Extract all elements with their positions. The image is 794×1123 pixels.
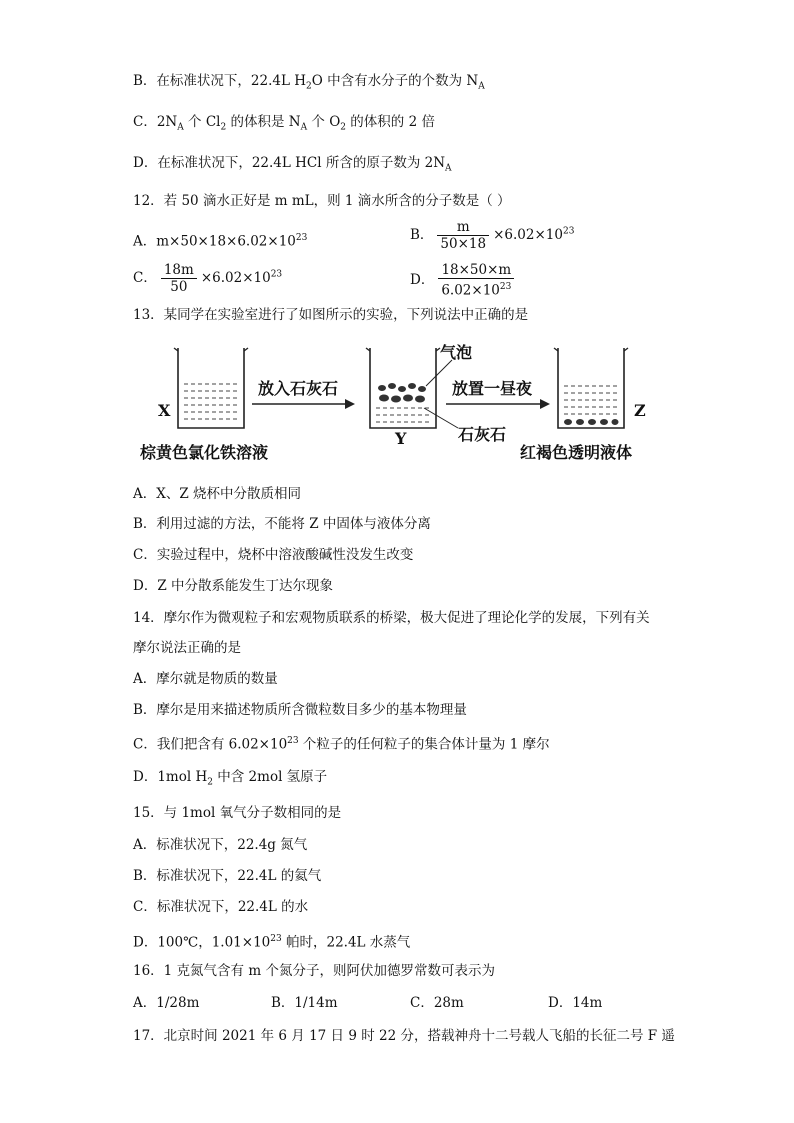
- q11-b-text-2: O 中含有水分子的个数为 N: [311, 73, 479, 89]
- q11-c-sub-3: A: [300, 122, 308, 133]
- bubble-label: 气泡: [440, 343, 473, 362]
- q14-c-text-2: 个粒子的任何粒子的集合体计量为 1 摩尔: [298, 736, 550, 753]
- q12-c-tail: ×6.02×10: [200, 270, 271, 286]
- label-z: Z: [634, 401, 646, 420]
- q12-option-c: [133, 262, 282, 295]
- q12-c-sup: 23: [270, 269, 283, 280]
- q14-stem-line-1: 14．摩尔作为微观粒子和宏观物质联系的桥梁，极大促进了理论化学的发展，下列有关: [133, 610, 650, 626]
- q11-option-b: [133, 71, 485, 97]
- stone-pointer: [424, 408, 458, 428]
- q12-b-denominator: 50×18: [440, 236, 487, 252]
- q12-c-label: C．: [133, 270, 157, 286]
- q13-option-b: B．利用过滤的方法，不能将 Z 中固体与液体分离: [133, 516, 431, 532]
- q17-stem: 17．北京时间 2021 年 6 月 17 日 9 时 22 分，搭载神舟十二号载人飞船的长征二号 F 遥: [133, 1028, 675, 1044]
- q13-stem: 13．某同学在实验室进行了如图所示的实验，下列说法中正确的是: [133, 307, 529, 323]
- caption-right: 红褐色透明液体: [520, 443, 633, 462]
- q13-option-a: A．X、Z 烧杯中分散质相同: [133, 486, 302, 502]
- q14-c-sup: 23: [287, 736, 299, 746]
- q16-option-b: B．1/14m: [271, 995, 338, 1011]
- q12-option-a: [133, 228, 307, 252]
- q11-b-sub: 2: [306, 81, 312, 92]
- q12-b-label: B．: [410, 227, 434, 243]
- q14-c-text-1: C．我们把含有 6.02×10: [133, 736, 288, 753]
- q12-a-text: A．m×50×18×6.02×10: [133, 233, 296, 250]
- beaker-z: [554, 348, 628, 428]
- q11-b-sub-2: A: [478, 81, 485, 92]
- q12-d-fraction: [438, 262, 514, 299]
- q15-d-sup: 23: [270, 934, 282, 944]
- q11-c-text-2: 个 Cl: [183, 114, 221, 130]
- q15-d-text-1: D．100℃，1.01×10: [133, 934, 271, 951]
- q15-d-text-2: 帕时，22.4L 水蒸气: [281, 934, 411, 951]
- beaker-y: [366, 348, 440, 428]
- q12-d-den-text: 6.02×10: [441, 282, 500, 299]
- bubble-pointer: [426, 360, 452, 386]
- q13-option-c: C．实验过程中，烧杯中溶液酸碱性没发生改变: [133, 547, 414, 563]
- q11-c-text-1: C．2N: [133, 114, 178, 130]
- q14-option-c: [133, 731, 550, 755]
- q11-c-sub-1: A: [177, 122, 184, 133]
- q12-b-numerator: m: [437, 219, 489, 236]
- q12-stem: 12．若 50 滴水正好是 m mL，则 1 滴水所含的分子数是（ ）: [133, 193, 511, 209]
- caption-left: 棕黄色氯化铁溶液: [140, 443, 269, 462]
- q15-option-a: A．标准状况下，22.4g 氮气: [133, 837, 308, 853]
- q11-b-text-1: B．在标准状况下，22.4L H: [133, 73, 307, 89]
- arrow-1-head: [345, 399, 355, 409]
- q12-option-d: [410, 262, 518, 299]
- q16-option-a: A．1/28m: [133, 995, 200, 1011]
- q11-d-text: D．在标准状况下，22.4L HCl 所含的原子数为 2N: [133, 155, 446, 171]
- q16-stem: 16．1 克氮气含有 m 个氮分子，则阿伏加德罗常数可表示为: [133, 963, 495, 979]
- q12-d-denominator: [438, 279, 514, 299]
- q11-c-sub-2: 2: [220, 122, 227, 133]
- q16-option-c: C．28m: [410, 995, 464, 1011]
- q14-d-text-2: 中含 2mol 氢原子: [212, 769, 328, 785]
- stone-label: 石灰石: [458, 425, 507, 444]
- q11-c-sub-4: 2: [340, 122, 346, 133]
- q11-c-text-4: 个 O: [307, 114, 341, 130]
- q12-option-b: [410, 219, 574, 252]
- q11-option-d: [133, 153, 452, 179]
- q12-a-sup: 23: [295, 233, 308, 243]
- q14-option-d: [133, 767, 327, 793]
- experiment-diagram: [140, 336, 660, 466]
- q14-option-a: A．摩尔就是物质的数量: [133, 671, 278, 687]
- q12-b-tail: ×6.02×10: [493, 227, 563, 243]
- q16-option-d: D．14m: [548, 995, 603, 1011]
- q11-d-sub: A: [445, 163, 452, 174]
- q14-d-sub: 2: [207, 777, 213, 788]
- q12-b-sup: 23: [562, 226, 575, 237]
- label-x: X: [158, 401, 171, 420]
- q12-d-numerator: 18×50×m: [438, 262, 514, 279]
- arrow-2-head: [540, 399, 550, 409]
- q11-c-text-3: 的体积是 N: [226, 114, 301, 130]
- q12-d-den-sup: 23: [499, 282, 512, 292]
- q15-option-b: B．标准状况下，22.4L 的氦气: [133, 868, 322, 884]
- q12-c-denominator: 50: [170, 279, 188, 295]
- q14-option-b: B．摩尔是用来描述物质所含微粒数目多少的基本物理量: [133, 702, 467, 718]
- q12-c-fraction: [161, 262, 197, 295]
- q12-d-label: D．: [410, 271, 435, 288]
- q12-b-fraction: [437, 219, 489, 252]
- q14-d-text-1: D．1mol H: [133, 769, 208, 785]
- q13-option-d: D．Z 中分散系能发生丁达尔现象: [133, 578, 333, 594]
- q15-stem: 15．与 1mol 氧气分子数相同的是: [133, 805, 342, 821]
- q11-option-c: [133, 112, 435, 138]
- q15-option-c: C．标准状况下，22.4L 的水: [133, 899, 309, 915]
- label-y: Y: [395, 429, 407, 448]
- q11-c-text-5: 的体积的 2 倍: [346, 114, 435, 130]
- q12-c-numerator: 18m: [161, 262, 197, 279]
- q15-option-d: [133, 929, 410, 953]
- beaker-x: [174, 348, 248, 428]
- q14-stem-line-2: 摩尔说法正确的是: [133, 640, 241, 656]
- arrow-1-label: 放入石灰石: [258, 379, 339, 398]
- arrow-2-label: 放置一昼夜: [452, 379, 533, 398]
